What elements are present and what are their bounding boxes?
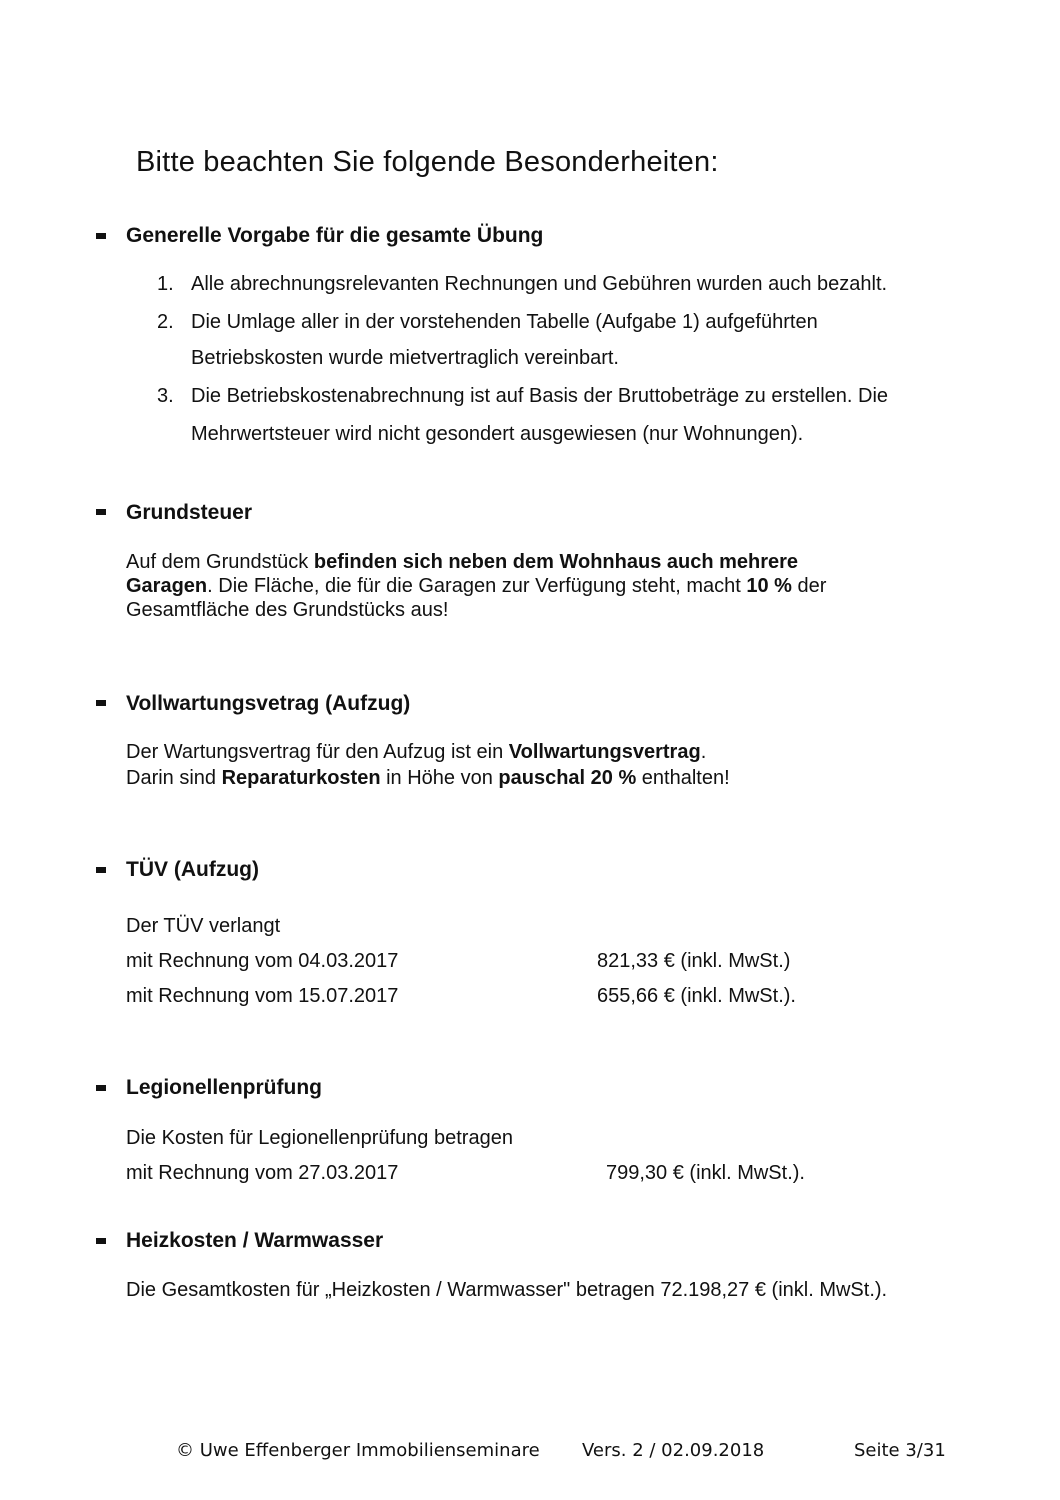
list-item xyxy=(157,311,818,334)
section-heading-heizkosten: Heizkosten / Warmwasser xyxy=(126,1229,384,1252)
text: in Höhe von xyxy=(380,767,499,789)
bullet-icon xyxy=(96,867,106,873)
footer-version: Vers. 2 / 02.09.2018 xyxy=(582,1440,765,1461)
text: enthalten! xyxy=(636,767,730,789)
bullet-icon xyxy=(96,1238,106,1244)
list-text-continued: Betriebskosten wurde mietvertraglich vereinbart. xyxy=(191,347,619,369)
heizkosten-text: Die Gesamtkosten für „Heizkosten / Warmwasser" betragen 72.198,27 € (inkl. MwSt.). xyxy=(126,1279,888,1301)
bullet-icon xyxy=(96,1085,106,1091)
bold-text: Reparaturkosten xyxy=(221,767,381,789)
tuev-intro: Der TÜV verlangt xyxy=(126,915,281,937)
text: . xyxy=(700,741,707,763)
invoice-label: mit Rechnung vom 27.03.2017 xyxy=(126,1162,399,1184)
paragraph-line xyxy=(126,741,706,764)
text: Der Wartungsvertrag für den Aufzug ist ein xyxy=(126,741,509,763)
list-item xyxy=(157,273,887,296)
page-title: Bitte beachten Sie folgende Besonderheiten: xyxy=(136,146,719,178)
section-heading-legionellen: Legionellenprüfung xyxy=(126,1076,322,1099)
text: Auf dem Grundstück xyxy=(126,551,314,573)
paragraph-line xyxy=(126,575,826,598)
bold-text: Vollwartungsvertrag xyxy=(508,741,701,763)
paragraph-line: Gesamtfläche des Grundstücks aus! xyxy=(126,599,449,621)
bold-text: pauschal 20 % xyxy=(498,767,637,789)
text: . Die Fläche, die für die Garagen zur Verfügung steht, macht xyxy=(207,575,747,597)
paragraph-line xyxy=(126,767,730,790)
invoice-amount: 799,30 € (inkl. MwSt.). xyxy=(606,1162,805,1184)
bold-text: 10 % xyxy=(746,575,792,597)
list-text-continued: Mehrwertsteuer wird nicht gesondert ausgewiesen (nur Wohnungen). xyxy=(191,423,804,445)
list-number: 3. xyxy=(157,385,174,407)
footer-page-number: Seite 3/31 xyxy=(854,1440,946,1461)
invoice-label: mit Rechnung vom 15.07.2017 xyxy=(126,985,399,1007)
bullet-icon xyxy=(96,700,106,706)
legionellen-intro: Die Kosten für Legionellenprüfung betragen xyxy=(126,1127,513,1149)
list-text: Die Betriebskostenabrechnung ist auf Basis der Bruttobeträge zu erstellen. Die xyxy=(191,385,889,407)
section-heading-grundsteuer: Grundsteuer xyxy=(126,501,253,524)
bullet-icon xyxy=(96,233,106,239)
paragraph-line xyxy=(126,551,798,574)
footer-copyright: © Uwe Effenberger Immobilienseminare xyxy=(176,1440,540,1461)
bullet-icon xyxy=(96,509,106,515)
bold-text: Garagen xyxy=(126,575,208,597)
section-heading-tuev: TÜV (Aufzug) xyxy=(126,858,259,881)
list-text: Die Umlage aller in der vorstehenden Tabelle (Aufgabe 1) aufgeführten xyxy=(191,311,818,333)
text: Darin sind xyxy=(126,767,222,789)
text: der xyxy=(791,575,827,597)
section-heading-vollwartung: Vollwartungsvetrag (Aufzug) xyxy=(126,692,411,715)
list-item xyxy=(157,385,888,408)
invoice-amount: 821,33 € (inkl. MwSt.) xyxy=(597,950,791,972)
invoice-amount: 655,66 € (inkl. MwSt.). xyxy=(597,985,796,1007)
list-number: 2. xyxy=(157,311,174,333)
invoice-label: mit Rechnung vom 04.03.2017 xyxy=(126,950,399,972)
bold-text: befinden sich neben dem Wohnhaus auch mehrere xyxy=(313,551,799,573)
list-text: Alle abrechnungsrelevanten Rechnungen und Gebühren wurden auch bezahlt. xyxy=(191,273,888,295)
section-heading-general: Generelle Vorgabe für die gesamte Übung xyxy=(126,224,544,247)
list-number: 1. xyxy=(157,273,174,295)
